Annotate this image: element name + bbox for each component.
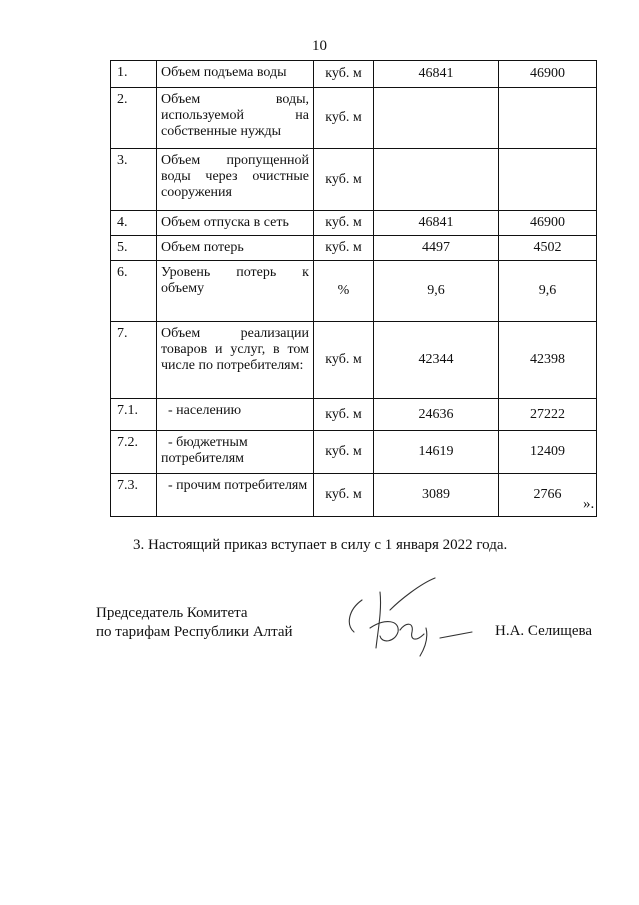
row-number: 6. [111,261,157,322]
row-unit: куб. м [314,149,374,211]
row-name: - населению [157,399,314,431]
table-row [111,149,597,211]
closing-quote: ». [583,496,595,512]
row-value-2 [499,149,597,211]
signer-title-line-1: Председатель Комитета [96,605,248,621]
row-number: 4. [111,211,157,236]
table-row [111,261,597,322]
table-row [111,61,597,88]
row-number: 5. [111,236,157,261]
row-name: Объем отпуска в сеть [157,211,314,236]
table-row [111,88,597,149]
row-value-2: 42398 [499,322,597,399]
row-number: 7. [111,322,157,399]
row-value-1: 4497 [374,236,499,261]
table-row [111,474,597,517]
row-value-2 [499,88,597,149]
row-name: Объем подъема воды [157,61,314,88]
row-unit: % [314,261,374,322]
signer-title [96,604,293,642]
table-row [111,322,597,399]
row-unit: куб. м [314,399,374,431]
row-value-1: 9,6 [374,261,499,322]
table-row [111,399,597,431]
row-unit: куб. м [314,322,374,399]
row-number: 2. [111,88,157,149]
row-number: 1. [111,61,157,88]
row-number: 7.2. [111,431,157,474]
handwritten-signature [340,570,480,660]
row-unit: куб. м [314,211,374,236]
table-row [111,431,597,474]
table-row [111,236,597,261]
row-name: Объем реализации товаров и услуг, в том числе по потребителям: [157,322,314,399]
row-value-1 [374,149,499,211]
row-value-1: 14619 [374,431,499,474]
row-unit: куб. м [314,61,374,88]
row-unit: куб. м [314,236,374,261]
row-value-1: 24636 [374,399,499,431]
row-value-1: 46841 [374,61,499,88]
row-name: Объем пропущенной воды через очистные сооружения [157,149,314,211]
signer-title-line-2: по тарифам Республики Алтай [96,624,293,640]
row-value-1: 3089 [374,474,499,517]
row-name: - прочим потребителям [157,474,314,517]
row-value-2: 27222 [499,399,597,431]
row-value-1 [374,88,499,149]
row-value-1: 42344 [374,322,499,399]
row-unit: куб. м [314,474,374,517]
row-number: 3. [111,149,157,211]
row-name: Уровень потерь к объему [157,261,314,322]
clause-3-text: 3. Настоящий приказ вступает в силу с 1 января 2022 года. [133,537,508,553]
row-unit: куб. м [314,431,374,474]
page-number: 10 [312,38,327,54]
row-number: 7.3. [111,474,157,517]
tariff-volume-table [110,60,597,517]
row-unit: куб. м [314,88,374,149]
table-row [111,211,597,236]
row-value-2: 12409 [499,431,597,474]
row-name: Объем воды, используемой на собственные нужды [157,88,314,149]
signer-name: Н.А. Селищева [495,623,593,639]
row-value-2: 9,6 [499,261,597,322]
row-number: 7.1. [111,399,157,431]
row-value-2: 46900 [499,61,597,88]
row-name: - бюджетным потребителям [157,431,314,474]
row-value-2: 4502 [499,236,597,261]
row-value-2: 46900 [499,211,597,236]
row-value-2: 2766 [499,474,597,517]
row-name: Объем потерь [157,236,314,261]
row-value-1: 46841 [374,211,499,236]
